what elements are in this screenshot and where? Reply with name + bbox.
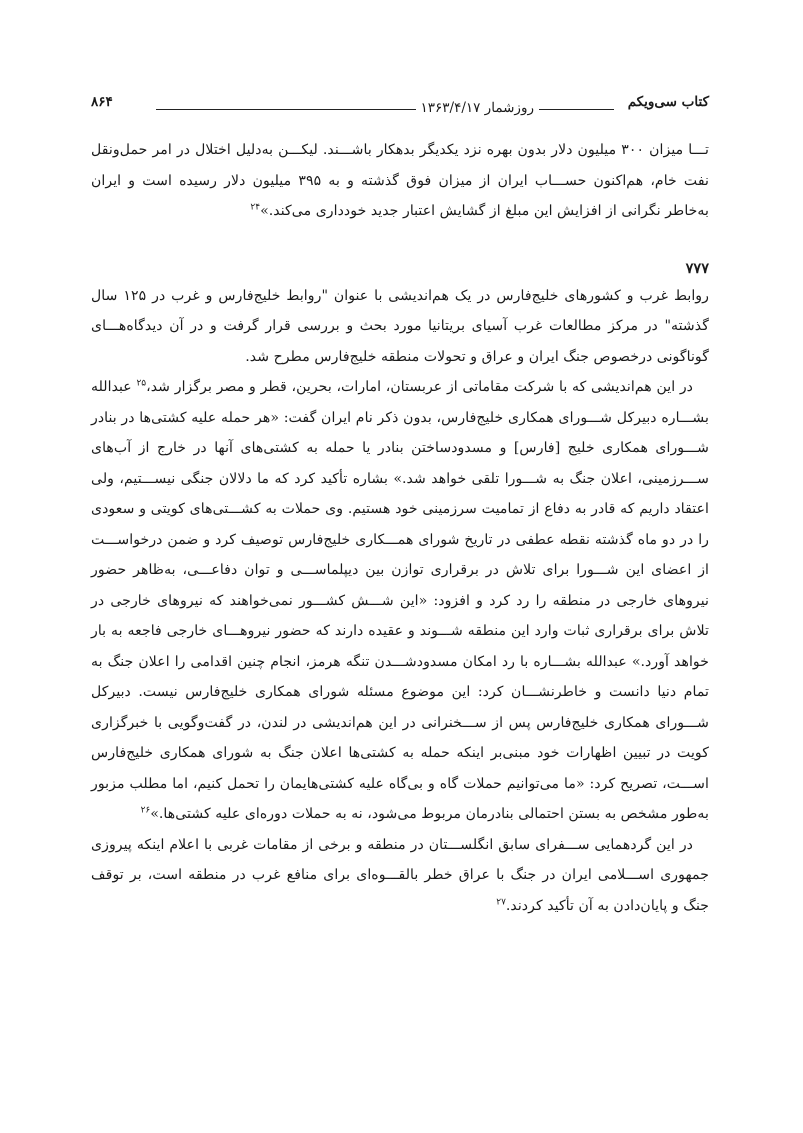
page-header	[91, 88, 709, 114]
footnote-ref-24: ۲۴	[250, 202, 261, 213]
document-page	[91, 88, 709, 921]
running-title: کتاب سی‌ویکم	[627, 94, 709, 110]
paragraph-2-lead: در این هم‌اندیشی که با شرکت مقاماتی از عربستان، امارات، بحرین، قطر و مصر برگزار شد،	[146, 379, 693, 395]
body-paragraph-1: روابط غرب و کشورهای خلیج‌فارس در یک هم‌اندیشی با عنوان "روابط خلیج‌فارس و غرب در ۱۲۵ سال گذشته" در مرکز مطالعات غرب آسیای بریتانیا مورد بحث و بررسی قرار گرفت و در آن دیدگاه‌هـــای گوناگونی درخصوص جنگ ایران و عراق و تحولات منطقه خلیج‌فارس مطرح شد.	[91, 287, 710, 365]
diary-date: روزشمار ۱۳۶۳/۴/۱۷	[416, 100, 539, 116]
entry-number: ۷۷۷	[685, 259, 709, 277]
paragraph-2-body: عبدالله بشـــاره دبیرکل شـــورای همکاری خلیج‌فارس، بدون ذکر نام ایران گفت: «هر حمله علیه کشتی‌ها در بنادر شـــورای همکاری خلیج [فارس] و مسدودساختن بنادر یا حمله به کشتی‌های آنها در خارج از آب‌های ســـرزمینی، اعلان جنگ به شـــورا تلقی خواهد شد.» بشاره تأکید کرد که ما دلالان جنگی نیســـتیم، ولی اعتقاد داریم که قادر به دفاع از تمامیت سرزمینی خود هستیم. وی حملات به کشـــتی‌های کویتی و سعودی را در دو ماه گذشته نقطه عطفی در تاریخ شورای همـــکاری خلیج‌فارس توصیف کرد و ضمن درخواســـت از اعضای این شـــورا برای تلاش در برقراری توازن بین دیپلماســـی و توان دفاعـــی، به‌ظاهر حضور نیروهای خارجی در منطقه را رد کرد و افزود: «این شـــش کشـــور نمی‌خواهند که نیروهای خارجی در تلاش برای برقراری ثبات وارد این منطقه شـــوند و عقیده دارند که حضور نیروهـــای خارجی فاجعه به بار خواهد آورد.» عبدالله بشـــاره با رد امکان مسدودشـــدن تنگه هرمز، انجام چنین اقدامی را اعلان جنگ به تمام دنیا دانست و خاطرنشـــان کرد: این موضوع مسئله شورای همکاری خلیج‌فارس نیست. دبیرکل شـــورای همکاری خلیج‌فارس پس از ســـخنرانی در این هم‌اندیشی در لندن، در گفت‌وگویی با خبرگزاری کویت در تبیین اظهارات خود مبنی‌بر اینکه حمله به کشتی‌ها اعلان جنگ به شورای همکاری خلیج‌فارس اســـت، تصریح کرد: «ما می‌توانیم حملات گاه و بی‌گاه علیه کشتی‌هایمان را تحمل کنیم، اما مطلب مزبور به‌طور مشخص به بستن احتمالی بنادرمان مربوط می‌شود، نه به حملات دوره‌ای علیه کشتی‌ها.»	[91, 379, 709, 822]
header-rule	[156, 109, 614, 110]
intro-paragraph	[91, 135, 709, 227]
page-number: ۸۶۴	[91, 94, 113, 110]
footnote-ref-27: ۲۷	[496, 896, 506, 907]
intro-text: تـــا میزان ۳۰۰ میلیون دلار بدون بهره نزد یکدیگر بدهکار باشـــند. لیکـــن به‌دلیل اختلال در امر حمل‌ونقل نفت خام، هم‌اکنون حســـاب ایران از میزان فوق گذشته و به ۳۹۵ میلیون دلار رسیده است و ایران به‌خاطر نگرانی از افزایش این مبلغ از گشایش اعتبار جدید خودداری می‌کند.»	[91, 142, 709, 219]
footnote-ref-26: ۲۶	[140, 805, 151, 816]
footnote-ref-25: ۲۵	[136, 378, 147, 389]
paragraph-3-text: در این گردهمایی ســـفرای سابق انگلســـتان در منطقه و برخی از مقامات غربی با اعلام اینکه پیروزی جمهوری اســـلامی ایران در جنگ با عراق خطر بالقـــوه‌ای برای منافع غرب در منطقه است، بر توقف جنگ و پایان‌دادن به آن تأکید کردند.	[91, 836, 709, 914]
body-paragraph-3	[91, 830, 709, 922]
body-paragraph-2	[91, 372, 709, 830]
